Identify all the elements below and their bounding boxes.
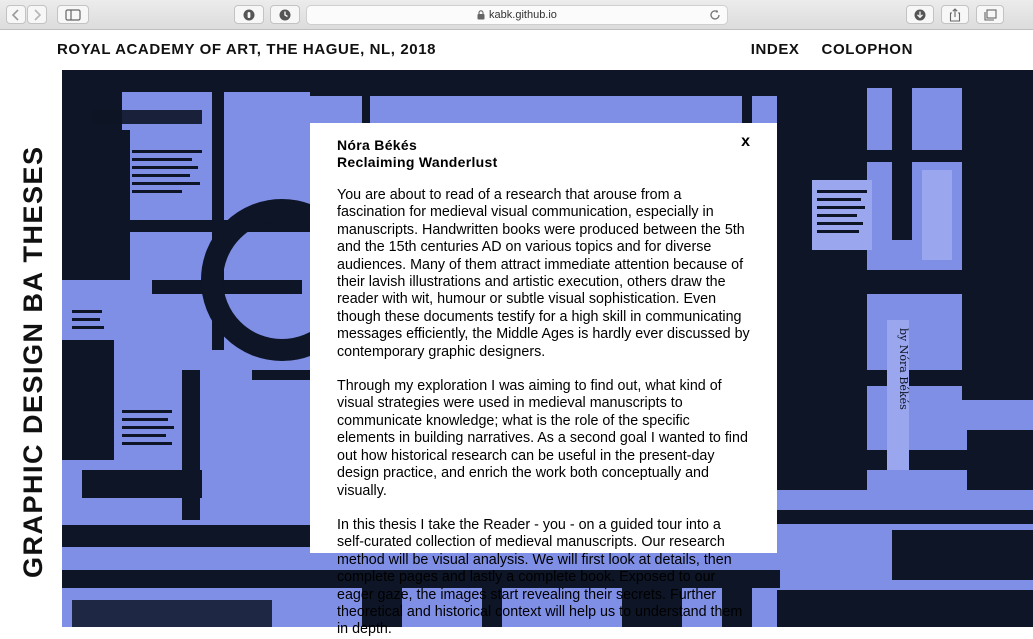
share-icon [949, 8, 961, 22]
thesis-title: Reclaiming Wanderlust [337, 154, 498, 170]
url-text: kabk.github.io [489, 9, 557, 21]
site-vertical-title[interactable]: GRAPHIC DESIGN BA THESES [18, 145, 48, 578]
nav-colophon-link[interactable]: COLOPHON [821, 41, 913, 58]
history-button[interactable] [270, 5, 300, 24]
forward-icon [33, 9, 41, 21]
main-nav [751, 41, 913, 58]
collage-vertical-label: by Nóra Békés [897, 328, 910, 410]
download-icon [914, 9, 926, 21]
intro-paragraph: Through my exploration I was aiming to find out, what kind of visual strategies were used in medieval manuscripts to communicate knowledge; what is the role of the specific elements in building narratives. As a second goal I wanted to find out how historical research can be useful in the present-day design practice, and enrich the work both conceptually and visually. [337, 378, 748, 499]
back-icon [12, 9, 20, 21]
tabs-icon [984, 9, 997, 21]
back-button[interactable] [6, 5, 26, 24]
address-bar[interactable] [306, 5, 728, 25]
site-header-title[interactable]: ROYAL ACADEMY OF ART, THE HAGUE, NL, 2018 [57, 41, 437, 58]
share-button[interactable] [941, 5, 969, 24]
lock-icon [477, 10, 485, 20]
author-name: Nóra Békés [337, 137, 418, 153]
intro-paragraph: You are about to read of a research that arouse from a fascination for medieval visual communication, especially in manuscripts. Handwritten books were produced between the 5th and the 15th centuries AD on various topics and for diverse audiences. Many of them attract immediate attention because of their lavish illustrations and artistic execution, others draw the reader with wit, humour or subtle visual sophistication. Even though these documents testify for a high skill in communicating messages efficiently, the Middle Ages is hardly ever discussed by contemporary graphic designers. [337, 187, 750, 360]
web-page [0, 31, 1033, 638]
tabs-button[interactable] [976, 5, 1004, 24]
nav-index-link[interactable]: INDEX [750, 41, 800, 58]
history-icon [279, 9, 291, 21]
sidebar-button[interactable] [57, 5, 89, 24]
privacy-button[interactable] [234, 5, 264, 24]
thesis-intro-modal [310, 123, 777, 638]
intro-paragraph: In this thesis I take the Reader - you - on a guided tour into a self-curated collection of medieval manuscripts. Our research method will be visual analysis. We will first look at details, then complete pages and lastly a complete book. Exposed to our eager gaze, the images start revealing their secrets. Further theoretical and historical context will help us to understand them in depth. [337, 516, 743, 638]
sidebar-icon [65, 9, 81, 21]
downloads-button[interactable] [906, 5, 934, 24]
close-button[interactable]: x [741, 133, 750, 150]
thesis-intro-text [337, 187, 751, 639]
reload-icon[interactable] [709, 9, 721, 21]
browser-toolbar [0, 0, 1033, 30]
forward-button[interactable] [27, 5, 47, 24]
privacy-icon [243, 9, 255, 21]
